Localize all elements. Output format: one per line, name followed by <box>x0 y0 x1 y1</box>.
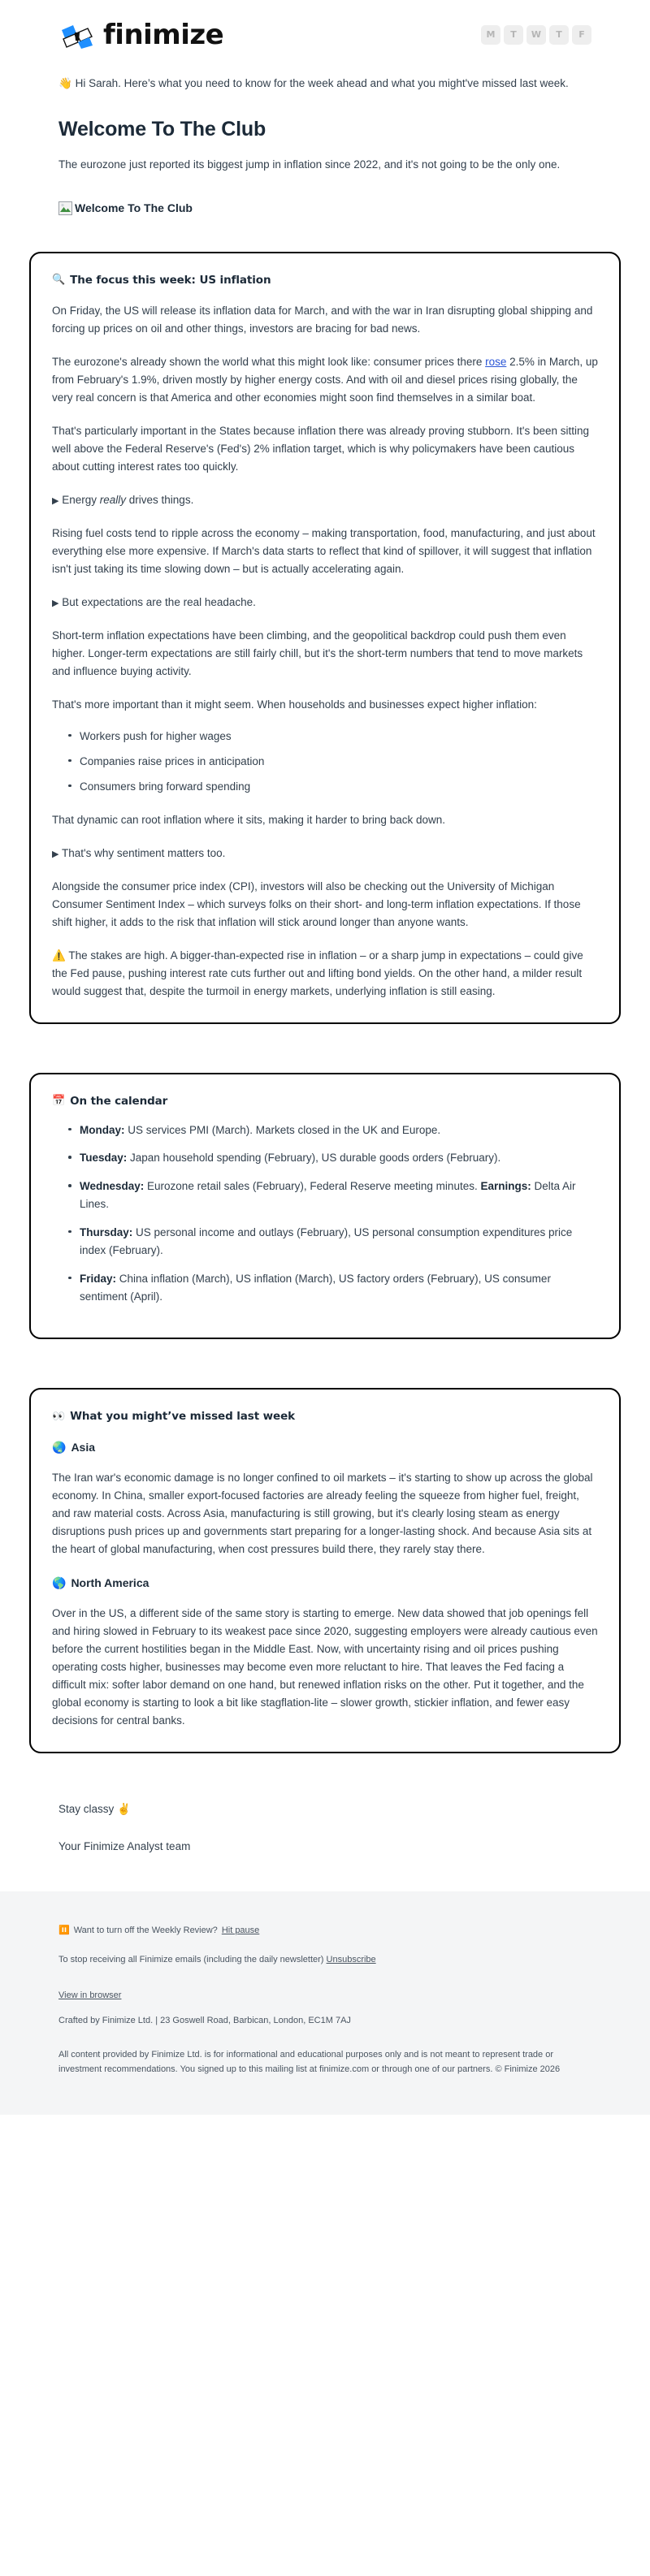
brand-logo[interactable] <box>58 21 223 50</box>
focus-arrow-heading-1 <box>52 491 598 509</box>
list-item <box>68 1149 598 1167</box>
calendar-earnings-text: Delta Air Lines. <box>80 1180 576 1211</box>
focus-card-title <box>52 274 598 287</box>
hero-image-placeholder <box>58 201 592 215</box>
triangle-right-icon: ▶ <box>52 495 59 506</box>
hit-pause-link[interactable]: Hit pause <box>221 1926 260 1936</box>
focus-paragraph-5: Short-term inflation expectations have been climbing, and the geopolitical backdrop could push them even higher. Longer-term expectations are still fairly chill, but it's the short-term numbers that tend to move markets and influence buying activity. <box>52 629 583 677</box>
region-name-north-america: North America <box>71 1576 150 1590</box>
day-chip-wednesday[interactable]: W <box>526 25 546 45</box>
region-name-asia: Asia <box>71 1441 96 1454</box>
region-heading-asia <box>52 1441 598 1454</box>
signoff-section <box>0 1800 650 1856</box>
finimize-butterfly-logo-icon <box>58 23 96 50</box>
globe-americas-icon: 🌎 <box>52 1576 67 1590</box>
focus-paragraph-2 <box>52 353 598 407</box>
focus-arrow-1-post: drives things. <box>126 493 194 506</box>
footer-unsubscribe-row <box>58 1953 592 1968</box>
globe-asia-icon: 🌏 <box>52 1441 67 1454</box>
day-chip-friday[interactable]: F <box>572 25 592 45</box>
intro-section <box>0 75 650 215</box>
calendar-earnings-label: Earnings: <box>480 1180 531 1193</box>
region-heading-north-america <box>52 1576 598 1589</box>
signoff-line-2: Your Finimize Analyst team <box>58 1840 191 1853</box>
focus-card-title-text: The focus this week: US inflation <box>70 273 271 287</box>
calendar-day-text: US services PMI (March). Markets closed in the UK and Europe. <box>124 1123 441 1136</box>
list-item <box>68 1178 598 1213</box>
list-item <box>68 1224 598 1260</box>
footer-unsub-text: To stop receiving all Finimize emails (including the daily newsletter) <box>58 1954 327 1964</box>
triangle-right-icon: ▶ <box>52 849 59 859</box>
calendar-day-label: Thursday: <box>80 1225 133 1238</box>
list-item <box>68 1122 598 1139</box>
warning-emoji-icon: ⚠️ <box>52 949 66 962</box>
focus-arrow-2-text: But expectations are the real headache. <box>62 595 256 608</box>
focus-p2-pre: The eurozone's already shown the world what this might look like: consumer prices there <box>52 355 486 368</box>
footer-disclaimer: All content provided by Finimize Ltd. is for informational and educational purposes only and is not meant to represent trade or investment recommendations. You signed up to this mailing list at finimize.com or through one of our partners. © Finimize 2026 <box>58 2050 561 2074</box>
missed-card-title <box>52 1410 598 1423</box>
page-subtitle: The eurozone just reported its biggest jump in inflation since 2022, and it's not going to be the only one. <box>58 158 561 171</box>
region-text-north-america: Over in the US, a different side of the same story is starting to emerge. New data showed that job openings fell and hiring slowed in February to its weakest pace since 2020, suggesting employers were already cautious even before the current hostilities began in the Middle East. Now, with uncertainty rising and oil prices pushing operating costs higher, businesses may become even more reluctant to hire. That leaves the Fed facing a difficult mix: softer labor demand on one hand, but renewed inflation risks on the other. Put it together, and the global economy is starting to look a bit like stagflation-lite – slower growth, stickier inflation, and fewer easy decisions for central banks. <box>52 1607 598 1727</box>
region-text-asia: The Iran war's economic damage is no longer confined to oil markets – it's starting to show up across the global economy. In China, smaller export-focused factories are already feeling the squeeze from higher fuel, freight, and raw material costs. Across Asia, manufacturing is still growing, but it's clearly losing steam as energy disruptions push prices up and governments start preparing for a longer-lasting shock. And because Asia sits at the heart of global manufacturing, when cost pressures build there, they rarely stay there. <box>52 1472 593 1556</box>
pause-icon: ⏸️ <box>58 1926 70 1936</box>
focus-paragraph-4: Rising fuel costs tend to ripple across the economy – making transportation, food, manufacturing, and just about everything else more expensive. If March's data starts to reflect that kind of spillover, it will suggest that inflation isn't just taking its time slowing down – but is actually accelerating again. <box>52 526 596 575</box>
rose-link[interactable]: rose <box>485 355 507 368</box>
focus-card <box>29 252 621 1024</box>
wave-emoji-icon: 👋 <box>58 77 72 89</box>
list-item <box>68 1270 598 1306</box>
view-in-browser-link[interactable]: View in browser <box>58 1990 122 2000</box>
day-chip-thursday[interactable]: T <box>549 25 569 45</box>
footer-address: Crafted by Finimize Ltd. | 23 Goswell Road, Barbican, London, EC1M 7AJ <box>58 2016 351 2026</box>
focus-p2-post: 2.5% in March, up from February's 1.9%, driven mostly by higher energy costs. And with oil and diesel prices rising globally, the very real concern is that America and other economies might soon find themselves in a similar boat. <box>52 355 598 404</box>
calendar-day-label: Monday: <box>80 1123 125 1136</box>
calendar-card-title-text: On the calendar <box>70 1094 168 1108</box>
focus-arrow-3-text: That's why sentiment matters too. <box>61 846 226 859</box>
focus-bullet-list <box>52 728 598 796</box>
calendar-day-label: Friday: <box>80 1272 117 1285</box>
calendar-day-text: Japan household spending (February), US durable goods orders (February). <box>127 1152 501 1165</box>
calendar-card-title <box>52 1095 598 1108</box>
magnifier-icon: 🔍 <box>52 274 66 287</box>
focus-paragraph-9 <box>52 947 598 1001</box>
calendar-card <box>29 1073 621 1340</box>
calendar-day-text: US personal income and outlays (February), US personal consumption expenditures price index (February). <box>80 1225 573 1256</box>
greeting-text: Hi Sarah. Here’s what you need to know for the week ahead and what you might've missed last week. <box>75 77 569 89</box>
focus-paragraph-1: On Friday, the US will release its inflation data for March, and with the war in Iran disrupting global shipping and forcing up prices on oil and other things, investors are bracing for bad news. <box>52 304 593 335</box>
greeting-line <box>58 75 592 93</box>
triangle-right-icon: ▶ <box>52 598 59 608</box>
hero-image-alt-text: Welcome To The Club <box>75 201 193 215</box>
footer-pause-row <box>58 1924 592 1938</box>
focus-arrow-1-emphasis: really <box>99 493 127 506</box>
footer <box>0 1891 650 2115</box>
list-item: Companies raise prices in anticipation <box>68 753 598 771</box>
missed-card <box>29 1388 621 1753</box>
missed-card-title-text: What you might’ve missed last week <box>70 1410 296 1424</box>
unsubscribe-link[interactable]: Unsubscribe <box>326 1954 376 1964</box>
brand-name: finimize <box>103 19 224 51</box>
footer-pause-text: Want to turn off the Weekly Review? <box>73 1926 218 1936</box>
focus-paragraph-8: Alongside the consumer price index (CPI), investors will also be checking out the University of Michigan Consumer Sentiment Index – which surveys folks on their short- and long-term inflation expectations. If those shift higher, it adds to the risk that inflation will stick around longer than anyone wants. <box>52 880 581 928</box>
broken-image-icon <box>58 201 72 215</box>
focus-paragraph-3: That's particularly important in the States because inflation there was already proving stubborn. It's been sitting well above the Federal Reserve's (Fed's) 2% inflation target, which is why policymakers have been cautious about cutting interest rates too quickly. <box>52 424 590 473</box>
day-chip-tuesday[interactable]: T <box>504 25 523 45</box>
footer-view-browser-row <box>58 1989 592 2003</box>
calendar-list <box>52 1122 598 1306</box>
focus-paragraph-6: That's more important than it might seem. When households and businesses expect higher inflation: <box>52 698 537 711</box>
masthead <box>0 0 650 50</box>
page-title: Welcome To The Club <box>58 117 266 140</box>
focus-p9-text: The stakes are high. A bigger-than-expected rise in inflation – or a sharp jump in expectations – could give the Fed pause, pushing interest rate cuts further out and lifting bond yields. On the other hand, a milder result would suggest that, despite the turmoil in energy markets, underlying inflation is still easing. <box>52 949 583 997</box>
calendar-icon: 📅 <box>52 1095 66 1108</box>
day-chip-monday[interactable]: M <box>481 25 500 45</box>
list-item: Consumers bring forward spending <box>68 778 598 796</box>
eyes-icon: 👀 <box>52 1410 66 1423</box>
signoff-line-1: Stay classy ✌️ <box>58 1803 131 1816</box>
calendar-day-label: Wednesday: <box>80 1180 145 1193</box>
calendar-day-label: Tuesday: <box>80 1152 128 1165</box>
list-item: Workers push for higher wages <box>68 728 598 746</box>
focus-arrow-heading-3 <box>52 845 598 862</box>
focus-paragraph-7: That dynamic can root inflation where it sits, making it harder to bring back down. <box>52 813 445 826</box>
focus-arrow-heading-2 <box>52 594 598 612</box>
calendar-day-text: Eurozone retail sales (February), Federal Reserve meeting minutes. <box>144 1180 481 1193</box>
calendar-day-text: China inflation (March), US inflation (March), US factory orders (February), US consumer sentiment (April). <box>80 1272 551 1303</box>
day-strip <box>481 25 592 47</box>
focus-arrow-1-pre: Energy <box>62 493 100 506</box>
